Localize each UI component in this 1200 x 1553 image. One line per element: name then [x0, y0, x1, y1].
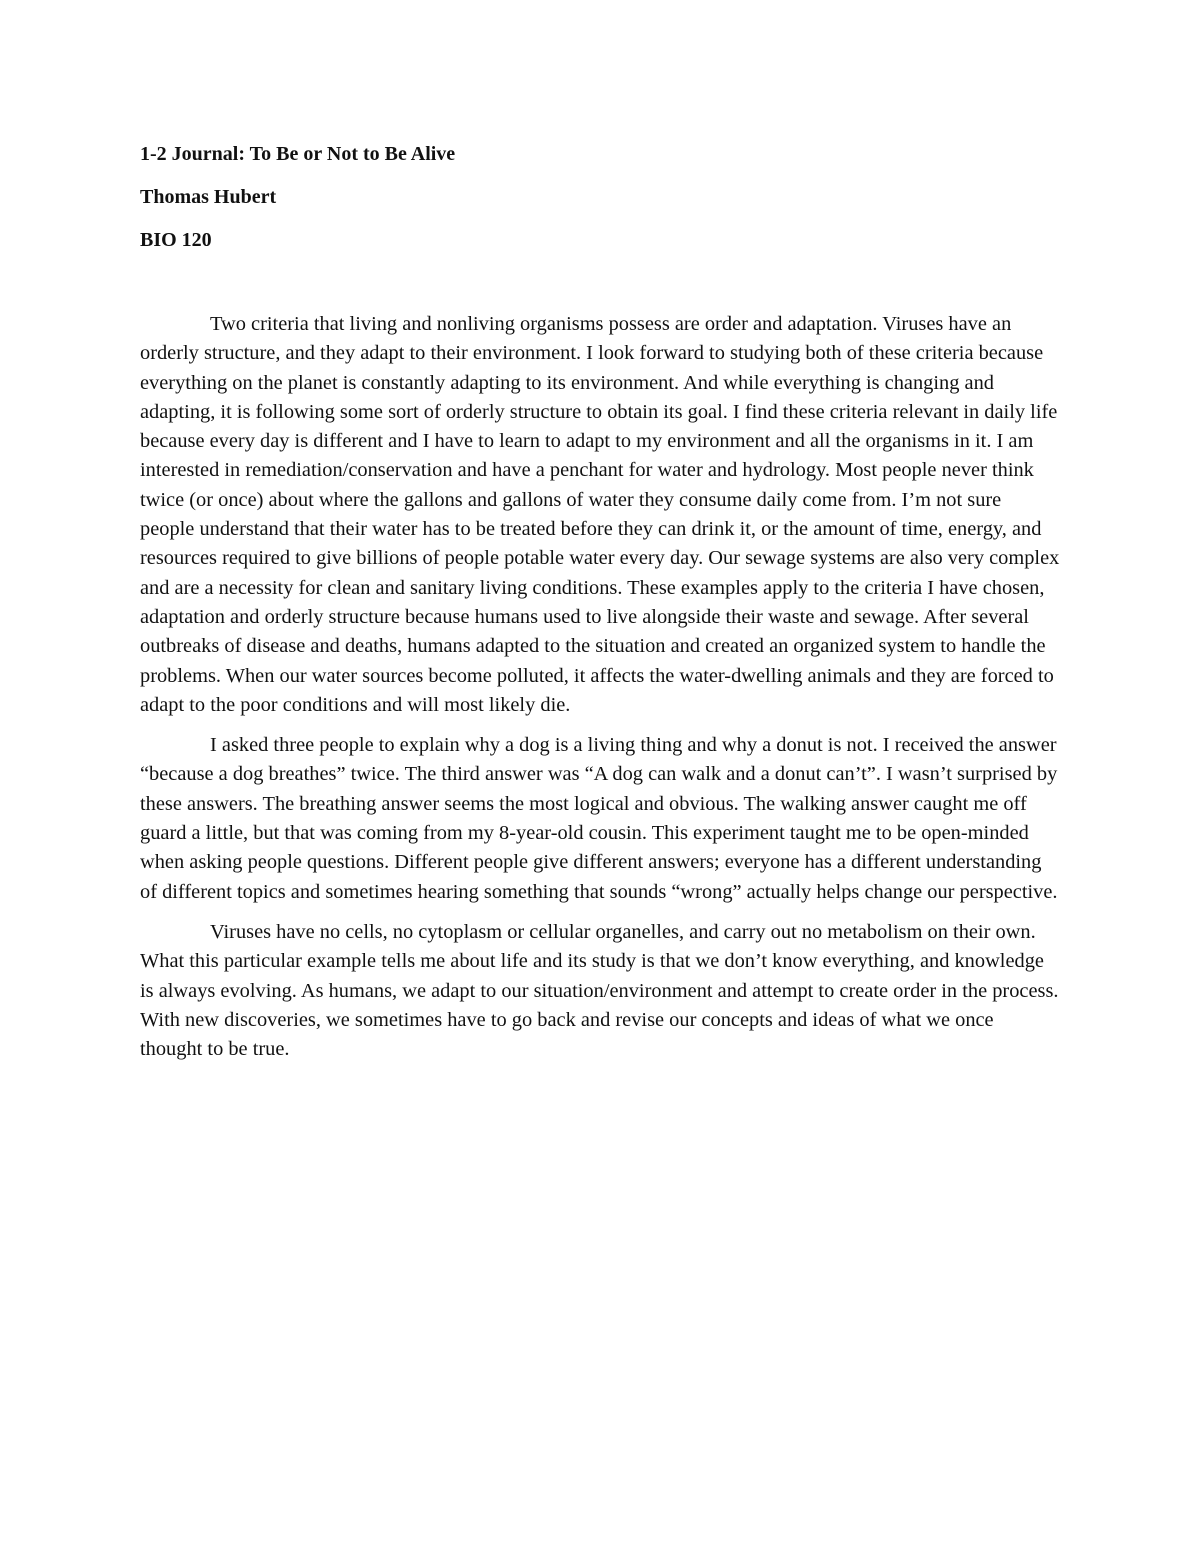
paragraph: I asked three people to explain why a dog is a living thing and why a donut is not. I received the answer “because a dog breathes” twice. The third answer was “A dog can walk and a donut can’t”. I wasn’t surprised by these answers. The breathing answer seems the most logical and obvious. The walking answer caught me off guard a little, but that was coming from my 8-year-old cousin. This experiment taught me to be open-minded when asking people questions. Different people give different answers; everyone has a different understanding of different topics and sometimes hearing something that sounds “wrong” actually helps change our perspective. [140, 734, 1058, 903]
author-name: Thomas Hubert [140, 186, 277, 208]
paragraph: Two criteria that living and nonliving organisms possess are order and adaptation. Viruses have an orderly structure, and they adapt to their environment. I look forward to studying both of these criteria because everything on the planet is constantly adapting to its environment. And while everything is changing and adapting, it is following some sort of orderly structure to obtain its goal. I find these criteria relevant in daily life because every day is different and I have to learn to adapt to my environment and all the organisms in it. I am interested in remediation/conservation and have a penchant for water and hydrology. Most people never think twice (or once) about where the gallons and gallons of water they consume daily come from. I’m not sure people understand that their water has to be treated before they can drink it, or the amount of time, energy, and resources required to give billions of people potable water every day. Our sewage systems are also very complex and are a necessity for clean and sanitary living conditions. These examples apply to the criteria I have chosen, adaptation and orderly structure because humans used to live alongside their waste and sewage. After several outbreaks of disease and deaths, humans adapted to the situation and created an organized system to handle the problems. When our water sources become polluted, it affects the water-dwelling animals and they are forced to adapt to the poor conditions and will most likely die. [140, 313, 1060, 716]
document-page [140, 140, 1060, 1075]
course-code: BIO 120 [140, 229, 212, 251]
paragraph: Viruses have no cells, no cytoplasm or cellular organelles, and carry out no metabolism on their own. What this particular example tells me about life and its study is that we don’t know everything, and knowledge is always evolving. As humans, we adapt to our situation/environment and attempt to create order in the process. With new discoveries, we sometimes have to go back and revise our concepts and ideas of what we once thought to be true. [140, 920, 1059, 1061]
document-title: 1-2 Journal: To Be or Not to Be Alive [140, 143, 456, 165]
